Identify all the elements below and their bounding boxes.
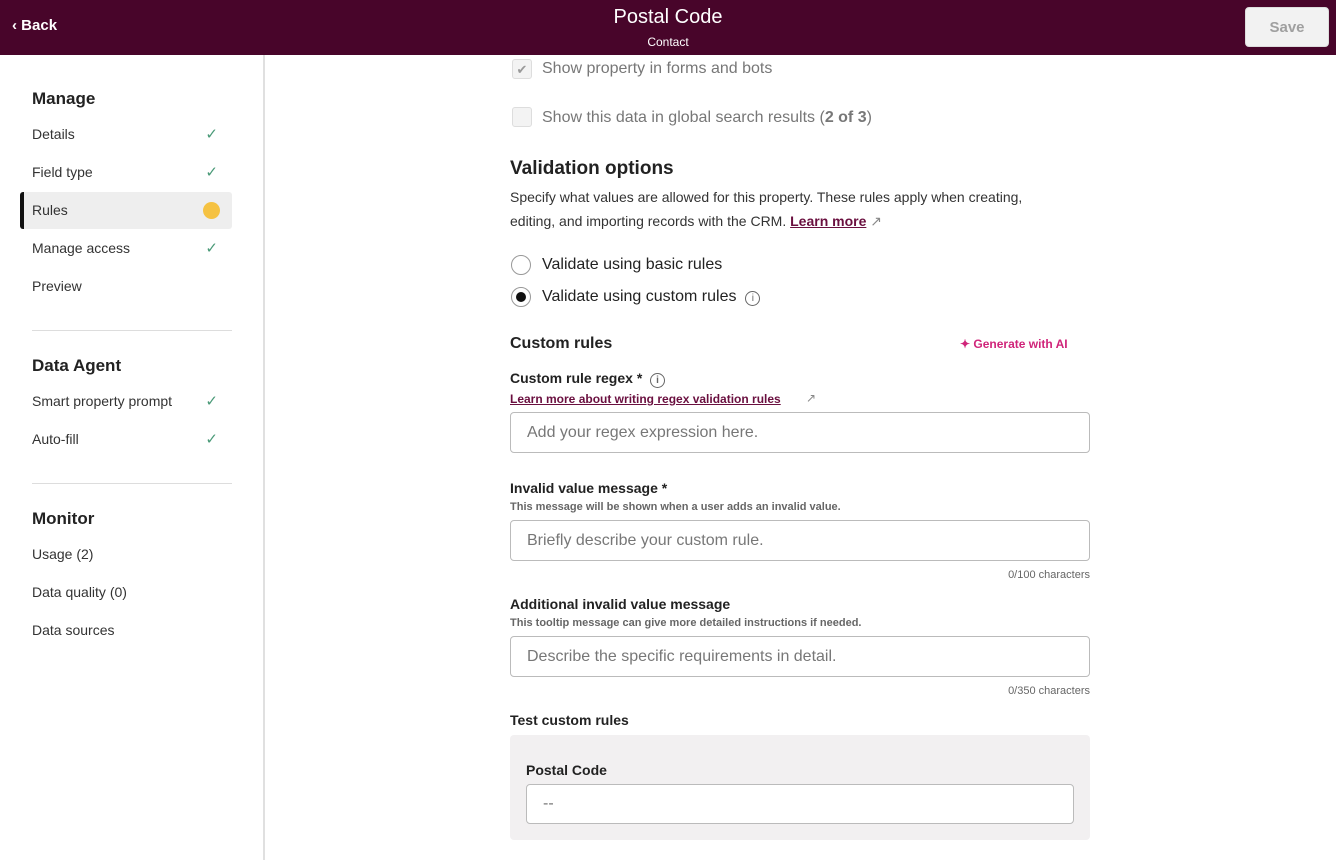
label: Data sources [32,622,115,638]
test-field-label: Postal Code [526,762,607,778]
label: Usage (2) [32,546,94,562]
search-checkbox-label [542,109,872,127]
text: Custom rule regex * [510,370,643,386]
label: Details [32,126,75,142]
check-icon: ✓ [205,240,218,257]
divider [32,483,232,484]
validation-desc: Specify what values are allowed for this property. These rules apply when creating, [510,189,1023,205]
learn-more-link[interactable]: Learn more [790,213,867,229]
page-title: Postal Code [613,6,723,28]
sidebar-item-usage[interactable] [20,536,232,573]
save-button[interactable]: Save [1245,7,1329,47]
addl-label: Additional invalid value message [510,596,731,612]
text: Learn more about writing regex validation rules [510,392,781,406]
sidebar-item-manage-access[interactable] [20,230,232,267]
addl-message-input[interactable] [510,636,1090,677]
test-panel [510,735,1090,840]
validation-desc-2 [510,209,882,233]
custom-rules-title: Custom rules [510,335,613,352]
forms-checkbox-label: Show property in forms and bots [542,60,773,77]
radio-basic-label: Validate using basic rules [542,256,723,273]
test-label: Test custom rules [510,712,629,728]
regex-input[interactable] [510,412,1090,453]
label: Manage access [32,240,131,256]
section-manage: Manage [32,89,96,108]
sidebar-item-field-type[interactable] [20,154,232,191]
chevron-left-icon: ‹ [12,17,22,34]
text: Show this data in global search results ( [542,109,825,126]
sparkle-icon: ✦ [960,337,974,351]
sidebar-item-auto-fill[interactable] [20,421,232,458]
text: ) [866,109,872,126]
radio-custom-label [542,288,760,306]
check-icon: ✓ [205,126,218,143]
invalid-message-input[interactable] [510,520,1090,561]
sidebar-item-smart-property-prompt[interactable] [20,383,232,420]
sidebar-item-details[interactable] [20,116,232,153]
regex-learn-link[interactable] [510,392,781,406]
forms-checkbox[interactable]: ✔ [512,59,532,79]
page-subtitle: Contact [647,35,689,49]
info-icon[interactable]: i [650,373,665,388]
sidebar [0,55,265,860]
label: Data quality (0) [32,584,127,600]
external-link-icon: ↗ [806,391,817,405]
back-label: Back [21,17,58,34]
radio-custom[interactable] [511,287,531,307]
sidebar-item-rules[interactable] [20,192,232,229]
validation-title: Validation options [510,158,674,179]
invalid-help: This message will be shown when a user adds an invalid value. [510,501,841,513]
check-icon: ✓ [205,164,218,181]
addl-count: 0/350 characters [1008,685,1090,697]
addl-help: This tooltip message can give more detailed instructions if needed. [510,617,862,629]
label: Preview [32,278,82,294]
external-link-icon: ↗ [870,213,882,229]
label: Field type [32,164,93,180]
warning-icon [203,202,220,219]
regex-label [510,370,665,388]
section-data-agent: Data Agent [32,356,122,375]
count: 2 of 3 [824,109,867,126]
divider [32,330,232,331]
search-checkbox[interactable] [512,107,532,127]
text: editing, and importing records with the CRM. [510,213,787,229]
label: Auto-fill [32,431,79,447]
sidebar-item-data-sources[interactable] [20,612,232,649]
sidebar-item-preview[interactable] [20,268,232,305]
invalid-count: 0/100 characters [1008,569,1090,581]
test-input[interactable] [526,784,1074,824]
sidebar-item-data-quality[interactable] [20,574,232,611]
label: Generate with AI [973,337,1068,351]
check-icon: ✓ [205,431,218,448]
section-monitor: Monitor [32,509,95,528]
label: Smart property prompt [32,393,173,409]
header [0,0,1336,55]
label: Rules [32,202,68,218]
info-icon[interactable]: i [745,291,760,306]
check-icon: ✓ [205,393,218,410]
text: Validate using custom rules [542,288,737,305]
radio-basic[interactable] [511,255,531,275]
invalid-label: Invalid value message * [510,480,668,496]
generate-ai-button[interactable] [960,337,1068,351]
